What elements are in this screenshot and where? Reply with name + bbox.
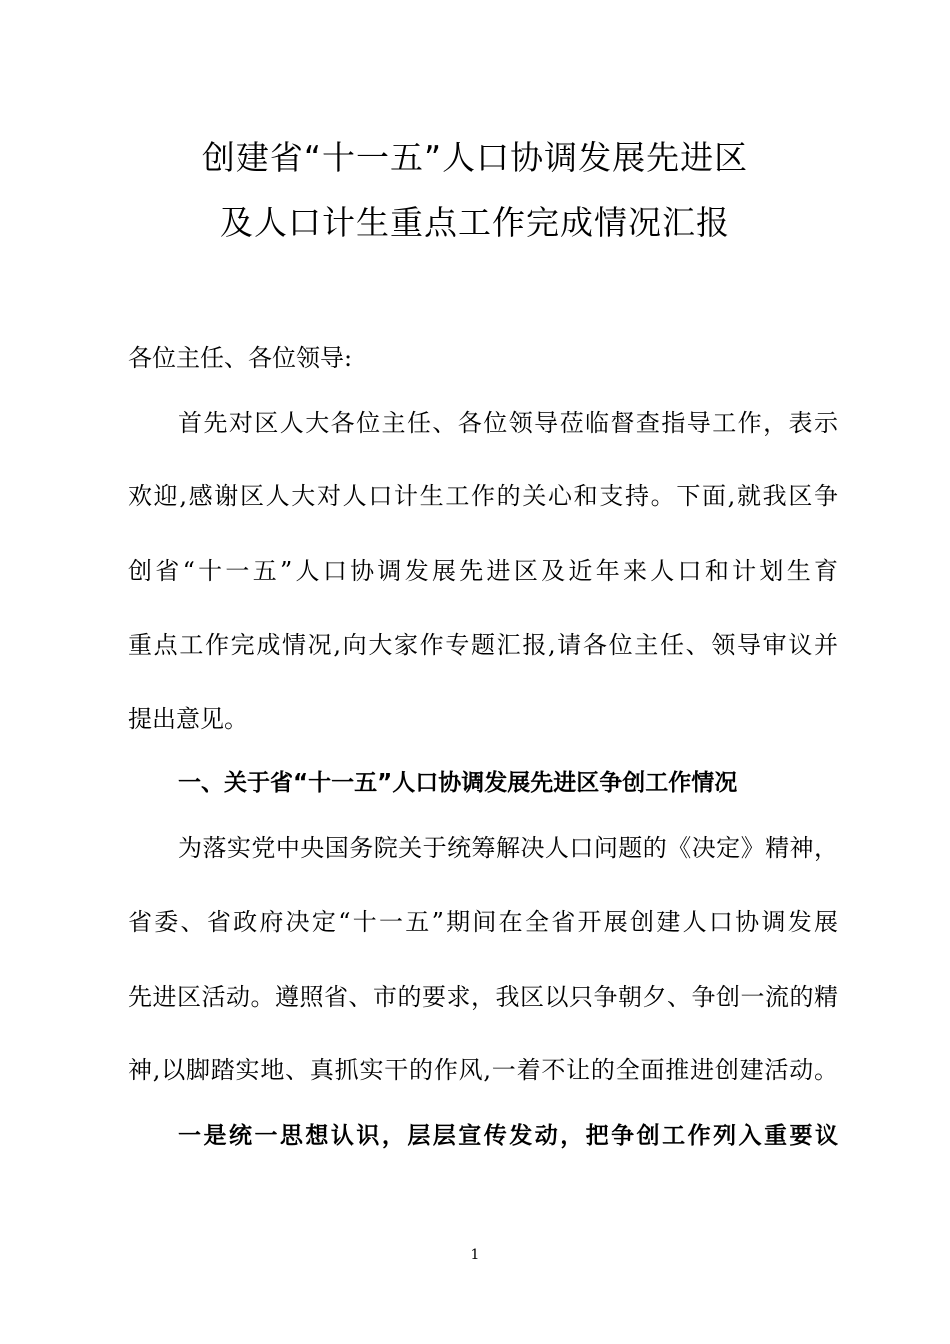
paragraph-line: 先进区活动。遵照省、市的要求，我区以只争朝夕、争创一流的精 [128, 983, 838, 1011]
paragraph-line: 省委、省政府决定“十一五”期间在全省开展创建人口协调发展 [128, 908, 838, 936]
salutation: 各位主任、各位领导: [128, 344, 353, 372]
document-title-line-1: 创建省“十一五”人口协调发展先进区 [201, 138, 749, 177]
paragraph-line: 创省“十一五”人口协调发展先进区及近年来人口和计划生育 [128, 557, 838, 585]
subheading: 一是统一思想认识，层层宣传发动，把争创工作列入重要议 [178, 1123, 838, 1149]
paragraph-line: 神,以脚踏实地、真抓实干的作风,一着不让的全面推进创建活动。 [128, 1056, 838, 1084]
paragraph-line: 提出意见。 [128, 705, 248, 733]
paragraph-line: 重点工作完成情况,向大家作专题汇报,请各位主任、领导审议并 [128, 631, 838, 659]
paragraph-line: 首先对区人大各位主任、各位领导莅临督查指导工作，表示 [178, 409, 838, 437]
paragraph-line: 为落实党中央国务院关于统筹解决人口问题的《决定》精神， [178, 834, 838, 862]
paragraph-line: 欢迎,感谢区人大对人口计生工作的关心和支持。下面,就我区争 [128, 482, 838, 510]
page-number: 1 [470, 1247, 480, 1263]
document-title-line-2: 及人口计生重点工作完成情况汇报 [220, 203, 730, 242]
section-heading: 一、关于省“十一五”人口协调发展先进区争创工作情况 [178, 770, 738, 796]
